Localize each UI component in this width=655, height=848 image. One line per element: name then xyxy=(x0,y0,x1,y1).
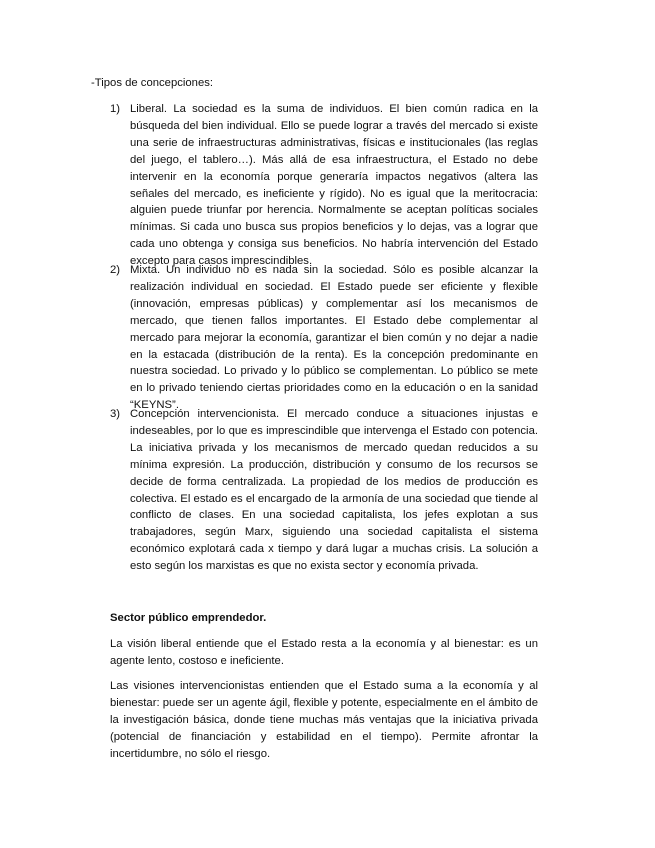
list-item-number: 1) xyxy=(110,103,121,115)
list-item-number: 3) xyxy=(110,408,121,420)
list-item xyxy=(110,262,538,414)
paragraph: Las visiones intervencionistas entienden que el Estado suma a la economía y al bienestar: puede ser un agente ágil, flexible y potente, especialmente en el ámbito de la investigación básica, donde tiene muchas más ventajas que la iniciativa privada (potencial de financiación y estabilidad en el tiempo). Permite afrontar la incertidumbre, no sólo el riesgo. xyxy=(110,680,538,760)
list-item-text: Mixta. Un individuo no es nada sin la sociedad. Sólo es posible alcanzar la realización individual en sociedad. El Estado puede ser eficiente y flexible (innovación, empresas públicas) y complementar así los mecanismos de mercado, que tienen fallos importantes. El Estado debe complementar al mercado para mejorar la economía, garantizar el bien común y no dejar a nadie en la estacada (distribución de la renta). Es la concepción predominante en nuestra sociedad. Lo privado y lo público se complementan. Lo público se mete en lo privado teniendo ciertas prioridades como en la educación o en la sanidad “KEYNS”. xyxy=(130,264,538,412)
section-heading: Sector público emprendedor. xyxy=(110,612,267,624)
list-item xyxy=(110,406,538,575)
paragraph: La visión liberal entiende que el Estado resta a la economía y al bienestar: es un agente lento, costoso e ineficiente. xyxy=(110,638,538,667)
intro-line: -Tipos de concepciones: xyxy=(91,77,214,89)
list-item-text: Liberal. La sociedad es la suma de individuos. El bien común radica en la búsqueda del bien individual. Ello se puede lograr a través del mercado si existe una serie de infraestructuras administrativas, físicas e institucionales (las reglas del juego, el tablero…). Más allá de esa infraestructura, el Estado no debe intervenir en la economía porque generaría impactos negativos (altera las señales del mercado, es ineficiente y rígido). No es igual que la meritocracia: alguien puede triunfar por herencia. Normalmente se aceptan políticas sociales mínimas. Si cada uno busca sus propios beneficios y lo dejas, vas a lograr que cada uno obtenga y consiga sus beneficios. No habría intervención del Estado excepto para casos imprescindibles. xyxy=(130,103,538,268)
list-item-number: 2) xyxy=(110,264,121,276)
list-item xyxy=(110,101,538,270)
list-item-text: Concepción intervencionista. El mercado conduce a situaciones injustas e indeseables, por lo que es imprescindible que intervenga el Estado con potencia. La iniciativa privada y los mecanismos de mercado quedan reducidos a su mínima expresión. La producción, distribución y consumo de los recursos se decide de forma centralizada. La propiedad de los medios de producción es colectiva. El estado es el encargado de la armonía de una sociedad que tiende al conflicto de clases. En una sociedad capitalista, los jefes explotan a sus trabajadores, según Marx, siguiendo una sociedad capitalista el sistema económico explotará cada x tiempo y dará lugar a muchas crisis. La solución a esto según los marxistas es que no exista sector y economía privada. xyxy=(130,408,538,573)
